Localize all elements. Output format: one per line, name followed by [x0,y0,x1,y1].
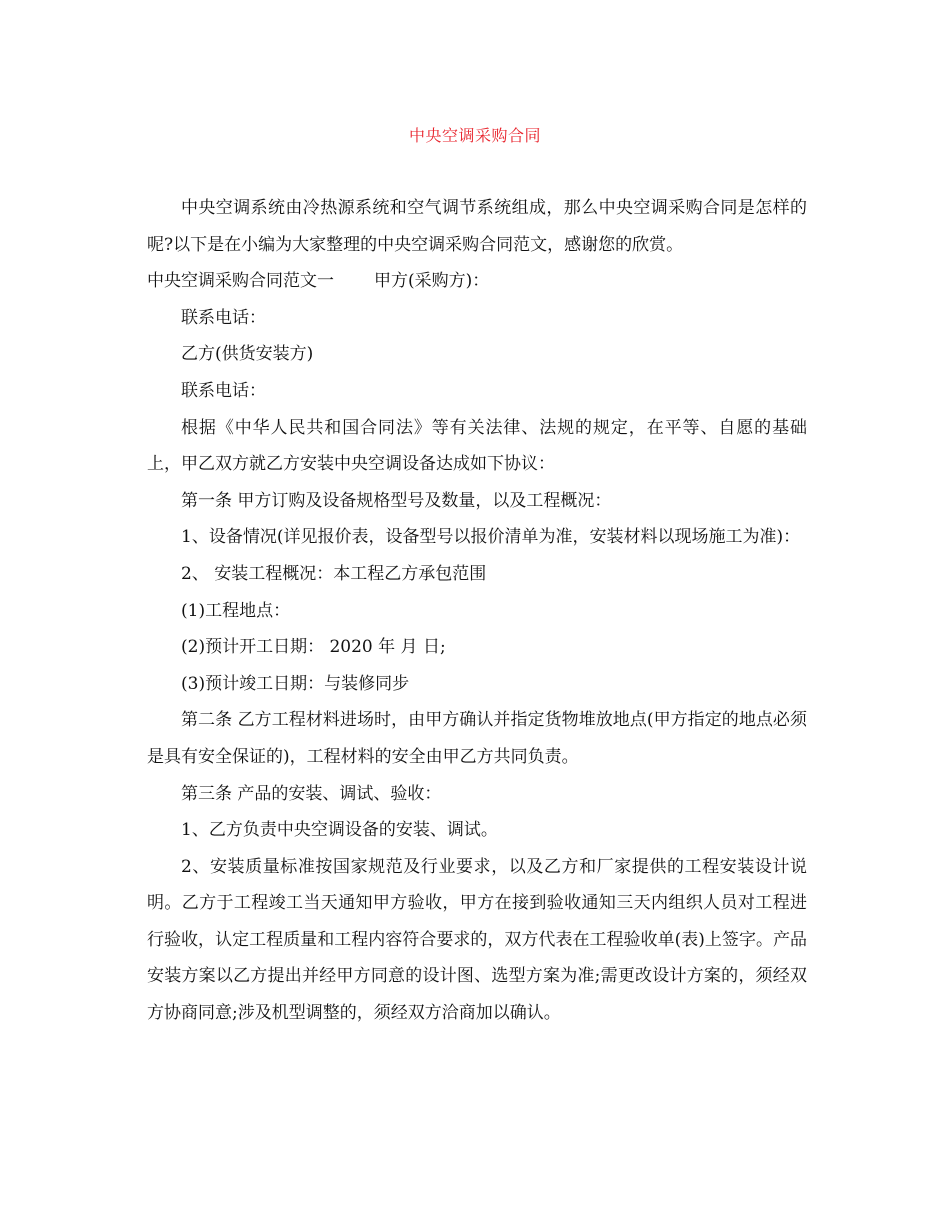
article-1-heading: 第一条 甲方订购及设备规格型号及数量，以及工程概况： [181,490,612,511]
project-site: (1)工程地点： [181,600,291,621]
intro-paragraph: 中央空调系统由冷热源系统和空气调节系统组成，那么中央空调采购合同是怎样的呢?以下是在小编为大家整理的中央空调采购合同范文，感谢您的欣赏。 [147,198,807,255]
preamble-paragraph: 根据《中华人民共和国合同法》等有关法律、法规的规定，在平等、自愿的基础上，甲乙双方就乙方安装中央空调设备达成如下协议： [147,417,807,475]
project-start-date: (2)预计开工日期： 2020 年 月 日; [181,637,446,658]
article-3-heading: 第三条 产品的安装、调试、验收： [181,783,442,804]
party-b-label: 乙方(供货安装方) [181,344,314,365]
contact-phone-a: 联系电话： [181,307,266,328]
sample-heading-line [147,263,807,300]
contact-phone-b: 联系电话： [181,380,266,401]
article-3-item-2: 2、安装质量标准按国家规范及行业要求，以及乙方和厂家提供的工程安装设计说明。乙方于工程竣工当天通知甲方验收，甲方在接到验收通知三天内组织人员对工程进行验收，认定工程质量和工程内容符合要求的，双方代表在工程验收单(表)上签字。产品安装方案以乙方提出并经甲方同意的设计图、选型方案为准;需更改设计方案的，须经双方协商同意;涉及机型调整的，须经双方洽商加以确认。 [147,856,807,1024]
article-3-item-1: 1、乙方负责中央空调设备的安装、调试。 [181,820,498,841]
sample-heading: 中央空调采购合同范文一 [147,271,334,292]
document-body [147,190,807,1032]
article-2-paragraph: 第二条 乙方工程材料进场时，由甲方确认并指定货物堆放地点(甲方指定的地点必须是具有安全保证的)，工程材料的安全由甲乙方共同负责。 [147,710,807,767]
article-1-item-1: 1、设备情况(详见报价表，设备型号以报价清单为准，安装材料以现场施工为准)： [181,527,801,548]
document-title: 中央空调采购合同 [408,126,541,145]
article-1-item-2: 2、 安装工程概况：本工程乙方承包范围 [181,563,487,584]
project-end-date: (3)预计竣工日期：与装修同步 [181,673,410,694]
party-a-label: 甲方(采购方)： [374,271,490,292]
